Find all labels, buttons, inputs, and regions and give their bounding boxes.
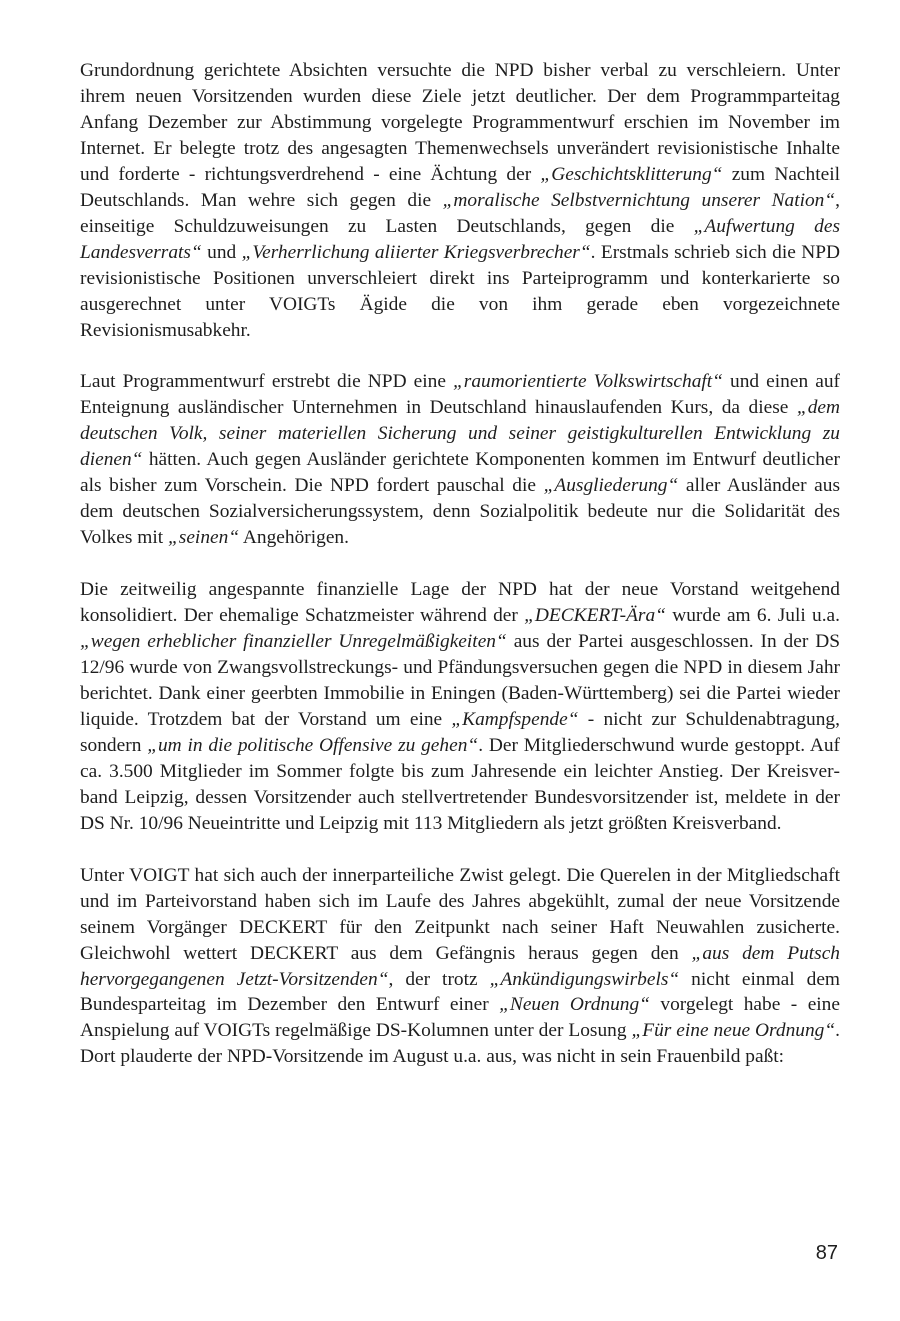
quoted-term: „raumorientierte Volkswirtschaft“: [453, 371, 723, 393]
quoted-term: „dem deutschen Volk, seiner materiellen Sicherung und seiner geistigkulturellen Entwicklung zu dienen“: [80, 397, 840, 471]
text-run: nicht einmal dem Bundesparteitag im Dezember den Entwurf einer: [80, 968, 841, 1016]
text-run: Angehörigen.: [239, 527, 349, 549]
document-page: [80, 58, 840, 1070]
text-run: hätten. Auch gegen Ausländer gerichtete Komponenten kommen im Entwurf deutlicher als bisher zum Vorschein. Die NPD fordert pauschal die: [80, 449, 840, 497]
paragraph-revisionism: [80, 58, 840, 343]
text-run: Unter VOIGT hat sich auch der innerparteiliche Zwist gelegt. Die Querelen in der Mitgliedschaft und im Parteivorstand haben sich im Laufe des Jahres abgekühlt, zumal der neue Vorsitzende seinem Vorgänger DECKERT für den Zeitpunkt nach seiner Haft Neuwahlen zusicherte. Gleichwohl wettert DECKERT aus dem Gefängnis heraus gegen den: [80, 864, 840, 964]
text-run: . Der Mitgliederschwund wurde gestoppt. Auf ca. 3.500 Mitglieder im Sommer folgte bis zum Jahresende ein leichter Anstieg. Der Kreisverband Leipzig, dessen Vorsitzender auch stellvertretender Bundesvorsitzender ist, meldete in der DS Nr. 10/96 Neueintritte und Leipzig mit 113 Mitgliedern als jetzt größten Kreisverband.: [80, 734, 840, 834]
text-run: . Dort plauderte der NPD-Vorsitzende im August u.a. aus, was nicht in sein Frauenbild paßt:: [80, 1020, 840, 1068]
text-run: , einseitige Schuldzuweisungen zu Lasten Deutschlands, gegen die: [80, 189, 841, 237]
quoted-term: „moralische Selbstvernichtung unserer Nation“: [442, 189, 836, 211]
quoted-term: „Für eine neue Ordnung“: [631, 1020, 836, 1042]
paragraph-internal-dispute: [80, 863, 840, 1071]
text-run: vorgelegt habe - eine Anspielung auf VOIGTs regelmäßige DS-Kolumnen unter der Losung: [80, 994, 840, 1042]
text-run: aller Ausländer aus dem deutschen Sozialversicherungssystem, denn Sozialpolitik bedeute nur die Solidarität des Volkes mit: [80, 475, 840, 549]
quoted-term: „Kampfspende“: [451, 708, 579, 730]
text-run: Grundordnung gerichtete Absichten versuchte die NPD bisher verbal zu verschleiern. Unter ihrem neuen Vorsitzenden wurden diese Ziele jetzt deutlicher. Der dem Programmparteitag Anfang Dezember zur Abstimmung vorgelegte Programmentwurf erschien im November im Internet. Er belegte trotz des angesagten Themenwechsels unverändert revisionistische Inhalte und forderte - richtungsverdrehend - eine Ächtung der: [80, 60, 840, 185]
text-run: . Erstmals schrieb sich die NPD revisionistische Positionen unverschleiert direkt ins Parteiprogramm und konterkarierte so ausgerechnet unter VOIGTs Ägide die von ihm gerade eben vorgezeichnete Revisionismusabkehr.: [80, 241, 841, 341]
paragraph-gap: [80, 551, 840, 577]
quoted-term: „Verherrlichung aliierter Kriegsverbrecher“: [241, 241, 591, 263]
quoted-term: „Aufwertung des Landesverrats“: [80, 215, 840, 263]
quoted-term: „um in die politische Offensive zu gehen“: [147, 734, 479, 756]
paragraph-gap: [80, 343, 840, 369]
page-number: 87: [815, 1242, 838, 1264]
text-run: und: [201, 241, 242, 263]
text-run: Laut Programmentwurf erstrebt die NPD eine: [80, 371, 454, 393]
quoted-term: „aus dem Putsch hervorgegangenen Jetzt-Vorsitzenden“: [80, 942, 840, 990]
text-run: und einen auf Enteignung ausländischer Unternehmen in Deutschland hinauslaufenden Kurs, da diese: [80, 371, 840, 419]
quoted-term: „seinen“: [168, 527, 240, 549]
text-run: Die zeitweilig angespannte finanzielle Lage der NPD hat der neue Vorstand weitgehend konsolidiert. Der ehemalige Schatzmeister während der: [80, 579, 840, 627]
quoted-term: „Geschichtsklitterung“: [540, 163, 723, 185]
text-run: - nicht zur Schuldenabtragung, sondern: [80, 708, 840, 756]
text-run: wurde am 6. Juli u.a.: [665, 605, 840, 627]
text-run: , der trotz: [388, 968, 490, 990]
text-run: aus der Partei ausgeschlossen. In der DS 12/96 wurde von Zwangsvollstreckungs- und Pfändungsversuchen gegen die NPD in diesem Jahr berichtet. Dank einer geerbten Immobilie in Eningen (Baden-Württemberg) sei die Partei wieder liquide. Trotzdem bat der Vorstand um eine: [80, 631, 840, 730]
quoted-term: „wegen erheblicher finanzieller Unregelmäßigkeiten“: [80, 631, 507, 653]
quoted-term: „Ausgliederung“: [543, 475, 679, 497]
paragraph-finances: [80, 577, 840, 837]
quoted-term: „DECKERT-Ära“: [524, 605, 666, 627]
paragraph-gap: [80, 837, 840, 863]
text-run: zum Nachteil Deutschlands. Man wehre sich gegen die: [80, 163, 840, 211]
quoted-term: „Ankündigungswirbels“: [489, 968, 680, 990]
paragraph-economic-program: [80, 369, 840, 551]
quoted-term: „Neuen Ordnung“: [499, 994, 650, 1016]
